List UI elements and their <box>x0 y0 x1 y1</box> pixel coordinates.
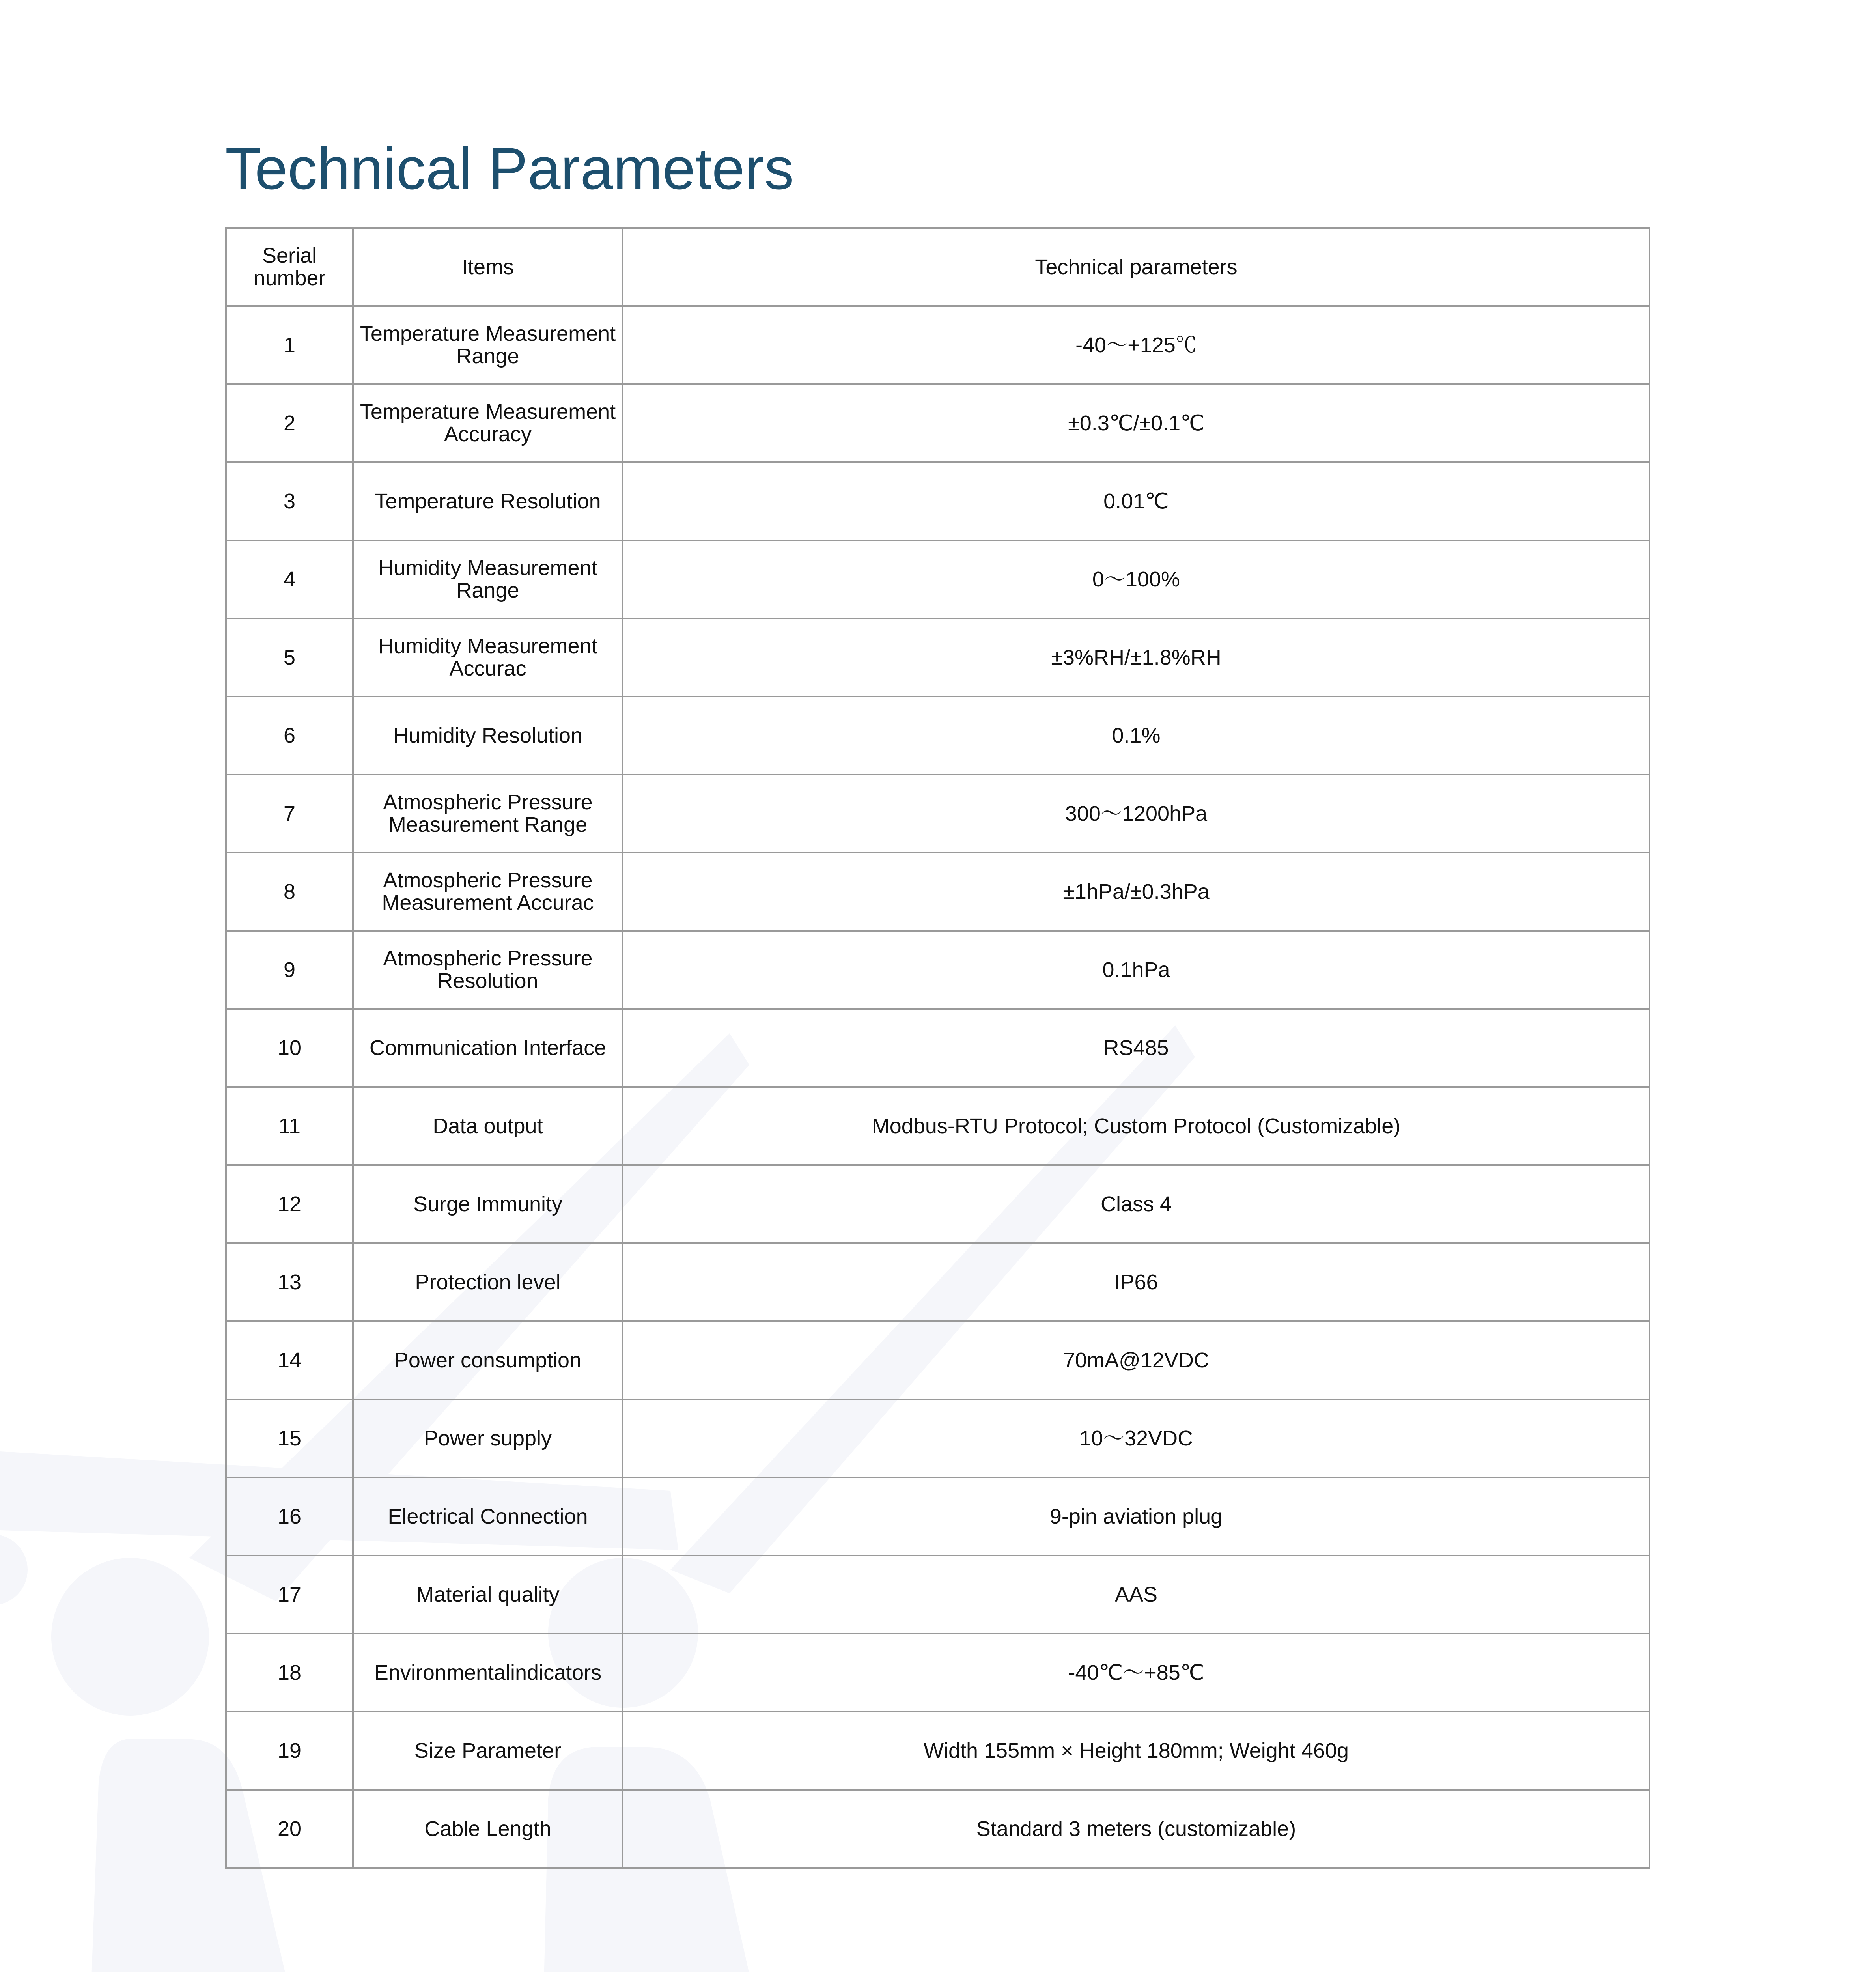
serial-number-cell: 13 <box>226 1243 353 1321</box>
table-row <box>226 384 1650 462</box>
item-name-cell: Temperature Measurement Accuracy <box>353 384 623 462</box>
item-name-cell: Environmentalindicators <box>353 1634 623 1712</box>
table-row <box>226 697 1650 775</box>
table-row <box>226 462 1650 540</box>
serial-number-cell: 9 <box>226 931 353 1009</box>
parameter-value-cell: 70mA@12VDC <box>623 1321 1650 1399</box>
item-name-cell: Temperature Resolution <box>353 462 623 540</box>
item-name-cell: Size Parameter <box>353 1712 623 1790</box>
serial-number-cell: 6 <box>226 697 353 775</box>
serial-number-cell: 19 <box>226 1712 353 1790</box>
table-row <box>226 1087 1650 1165</box>
parameter-value-cell: 0～100% <box>623 540 1650 618</box>
serial-number-cell: 15 <box>226 1399 353 1477</box>
parameter-value-cell: Modbus-RTU Protocol; Custom Protocol (Customizable) <box>623 1087 1650 1165</box>
serial-number-cell: 4 <box>226 540 353 618</box>
table-row <box>226 1556 1650 1634</box>
table-body <box>226 306 1650 1868</box>
parameter-value-cell: ±1hPa/±0.3hPa <box>623 853 1650 931</box>
parameter-value-cell: 0.01℃ <box>623 462 1650 540</box>
table-row <box>226 1243 1650 1321</box>
item-name-cell: Temperature Measurement Range <box>353 306 623 384</box>
item-name-cell: Humidity Measurement Accurac <box>353 618 623 697</box>
serial-number-cell: 2 <box>226 384 353 462</box>
table-row <box>226 306 1650 384</box>
serial-number-cell: 7 <box>226 775 353 853</box>
parameter-value-cell: -40～+125℃ <box>623 306 1650 384</box>
item-name-cell: Humidity Measurement Range <box>353 540 623 618</box>
item-name-cell: Atmospheric Pressure Measurement Range <box>353 775 623 853</box>
table-row <box>226 618 1650 697</box>
item-name-cell: Atmospheric Pressure Resolution <box>353 931 623 1009</box>
item-name-cell: Material quality <box>353 1556 623 1634</box>
serial-number-cell: 5 <box>226 618 353 697</box>
parameter-value-cell: Width 155mm × Height 180mm; Weight 460g <box>623 1712 1650 1790</box>
header-items: Items <box>353 228 623 306</box>
item-name-cell: Humidity Resolution <box>353 697 623 775</box>
table-row <box>226 1321 1650 1399</box>
table-row <box>226 931 1650 1009</box>
table-row <box>226 1009 1650 1087</box>
table-row <box>226 775 1650 853</box>
table-header-row <box>226 228 1650 306</box>
serial-number-cell: 10 <box>226 1009 353 1087</box>
parameter-value-cell: IP66 <box>623 1243 1650 1321</box>
serial-number-cell: 1 <box>226 306 353 384</box>
header-serial-number: Serial number <box>226 228 353 306</box>
parameter-value-cell: AAS <box>623 1556 1650 1634</box>
parameter-value-cell: 10～32VDC <box>623 1399 1650 1477</box>
item-name-cell: Data output <box>353 1087 623 1165</box>
item-name-cell: Atmospheric Pressure Measurement Accurac <box>353 853 623 931</box>
item-name-cell: Surge Immunity <box>353 1165 623 1243</box>
table-row <box>226 1165 1650 1243</box>
serial-number-cell: 3 <box>226 462 353 540</box>
table-row <box>226 1477 1650 1556</box>
serial-number-cell: 8 <box>226 853 353 931</box>
page-title: Technical Parameters <box>225 135 794 202</box>
parameter-value-cell: RS485 <box>623 1009 1650 1087</box>
item-name-cell: Electrical Connection <box>353 1477 623 1556</box>
serial-number-cell: 17 <box>226 1556 353 1634</box>
table-row <box>226 1634 1650 1712</box>
serial-number-cell: 20 <box>226 1790 353 1868</box>
parameter-value-cell: ±0.3℃/±0.1℃ <box>623 384 1650 462</box>
serial-number-cell: 11 <box>226 1087 353 1165</box>
parameter-value-cell: ±3%RH/±1.8%RH <box>623 618 1650 697</box>
parameter-value-cell: Class 4 <box>623 1165 1650 1243</box>
table-row <box>226 1712 1650 1790</box>
serial-number-cell: 14 <box>226 1321 353 1399</box>
item-name-cell: Power consumption <box>353 1321 623 1399</box>
table-row <box>226 1790 1650 1868</box>
parameter-value-cell: Standard 3 meters (customizable) <box>623 1790 1650 1868</box>
serial-number-cell: 18 <box>226 1634 353 1712</box>
table-row <box>226 1399 1650 1477</box>
item-name-cell: Cable Length <box>353 1790 623 1868</box>
serial-number-cell: 16 <box>226 1477 353 1556</box>
header-technical-parameters: Technical parameters <box>623 228 1650 306</box>
parameter-value-cell: 9-pin aviation plug <box>623 1477 1650 1556</box>
technical-parameters-table <box>225 227 1650 1869</box>
parameter-value-cell: -40℃～+85℃ <box>623 1634 1650 1712</box>
parameter-value-cell: 0.1hPa <box>623 931 1650 1009</box>
item-name-cell: Communication Interface <box>353 1009 623 1087</box>
table-row <box>226 853 1650 931</box>
item-name-cell: Power supply <box>353 1399 623 1477</box>
parameter-value-cell: 300～1200hPa <box>623 775 1650 853</box>
parameter-value-cell: 0.1% <box>623 697 1650 775</box>
item-name-cell: Protection level <box>353 1243 623 1321</box>
serial-number-cell: 12 <box>226 1165 353 1243</box>
table-row <box>226 540 1650 618</box>
